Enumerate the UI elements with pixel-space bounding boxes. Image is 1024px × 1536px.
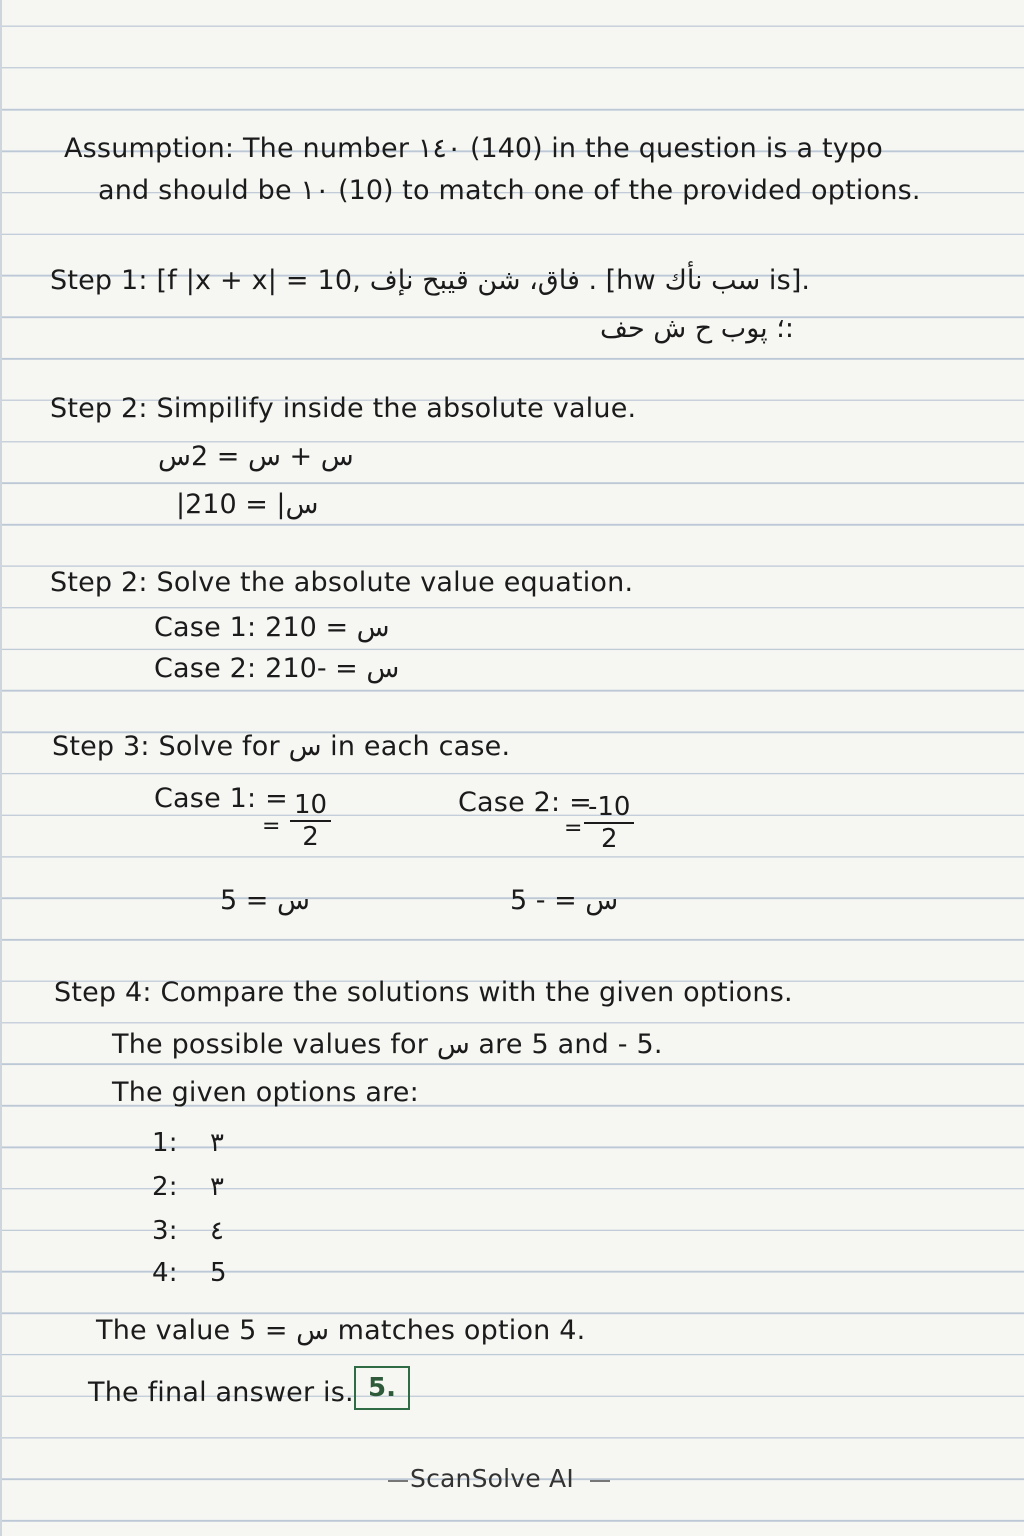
step4-possible-values: The possible values for س are 5 and - 5. <box>112 1029 663 1060</box>
step2b-heading: Step 2: Solve the absolute value equation. <box>50 567 634 598</box>
step2a-equation-1: س + س = 2س <box>158 441 354 472</box>
step3-case2-fraction <box>584 792 634 854</box>
step2b-case-2: Case 2: 2س = -10 <box>154 653 400 684</box>
step2b-case-1: Case 1: 2س = 10 <box>154 612 390 643</box>
case2-denominator: 2 <box>600 824 618 854</box>
step3-case1-equals: = <box>262 814 281 839</box>
step2a-heading: Step 2: Simpilify inside the absolute value. <box>50 393 637 424</box>
step1-line-1: Step 1: [f |x + x| = 10, فاق، شن قيبح نإف . [hw سب نأك is]. <box>50 265 810 296</box>
step3-case2-result: س = - 5 <box>510 885 619 916</box>
case2-numerator: -10 <box>584 792 634 824</box>
assumption-line-2: and should be ١٠ (10) to match one of the provided options. <box>98 175 921 206</box>
case1-denominator: 2 <box>302 822 319 852</box>
option-2-label: 2: <box>152 1172 178 1202</box>
option-4-value: 5 <box>210 1258 227 1288</box>
step3-heading: Step 3: Solve for س in each case. <box>52 731 511 762</box>
step3-case2-equals: = <box>564 816 583 841</box>
step3-case1-label: Case 1: = <box>154 783 288 814</box>
option-3-label: 3: <box>152 1216 178 1246</box>
footer-brand: ScanSolve AI <box>410 1464 574 1493</box>
step4-match: The value س = 5 matches option 4. <box>96 1315 586 1346</box>
option-1-value: ٣ <box>210 1128 224 1158</box>
option-3-value: ٤ <box>210 1216 224 1246</box>
assumption-line-1: Assumption: The number ١٤٠ (140) in the question is a typo <box>64 133 884 164</box>
step3-case2-label: Case 2: = <box>458 787 592 818</box>
step4-given-options: The given options are: <box>112 1077 419 1108</box>
step1-line-2: ؛ پوب ح ش حف: <box>600 313 794 344</box>
footer-divider-right <box>590 1480 610 1482</box>
final-answer-box: 5. <box>354 1366 410 1410</box>
final-answer-text: The final answer is. <box>88 1377 354 1408</box>
case1-numerator: 10 <box>290 790 331 822</box>
option-1-label: 1: <box>152 1128 178 1158</box>
footer-divider-left <box>388 1480 408 1482</box>
step2a-equation-2: |2س| = 10 <box>176 489 319 520</box>
option-2-value: ٣ <box>210 1172 224 1202</box>
option-4-label: 4: <box>152 1258 178 1288</box>
step3-case1-fraction <box>290 790 331 852</box>
step3-case1-result: س = 5 <box>220 885 310 916</box>
step4-heading: Step 4: Compare the solutions with the given options. <box>54 977 793 1008</box>
